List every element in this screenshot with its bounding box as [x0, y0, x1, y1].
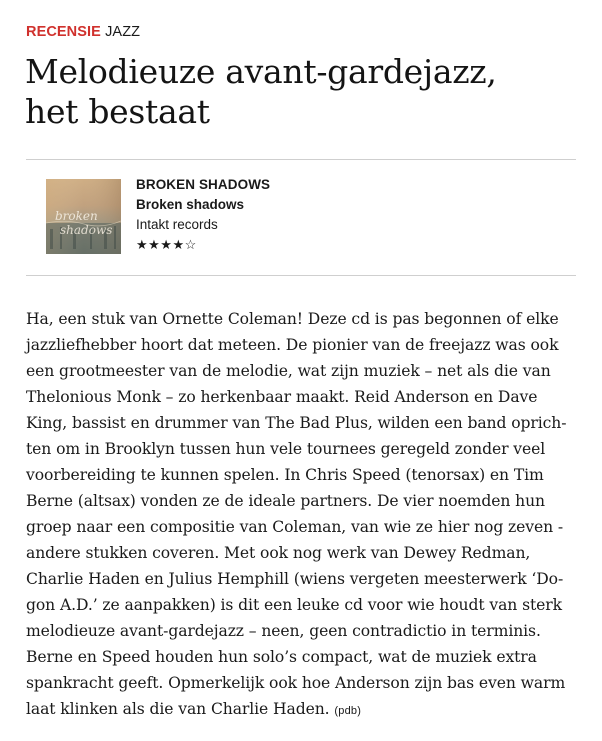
- headline-line-2: het bestaat: [25, 92, 210, 131]
- review-body: [26, 306, 586, 724]
- body-line: voorbereiding te kunnen spelen. In Chris Speed (tenorsax) en Tim: [26, 466, 544, 484]
- body-line: Berne en Speed houden hun solo’s compact, wat de muziek extra: [26, 648, 537, 666]
- album-cover: [46, 179, 121, 254]
- body-line: andere stukken coveren. Met ook nog werk van Dewey Redman,: [26, 544, 531, 562]
- album-artist: BROKEN SHADOWS: [136, 177, 271, 192]
- body-line: Berne (altsax) vonden ze de ideale partners. De vier noemden hun: [26, 492, 545, 510]
- kicker-label: RECENSIE: [26, 24, 101, 40]
- record-label: Intakt records: [136, 217, 218, 232]
- body-line: groep naar een compositie van Coleman, van wie ze hier nog zeven -: [26, 518, 564, 536]
- headline-line-1: Melodieuze avant-gardejazz,: [25, 52, 497, 91]
- body-line: een grootmeester van de melodie, wat zijn muziek – net als die van: [26, 362, 551, 380]
- article-kicker: [26, 22, 140, 42]
- star-rating: ★★★★☆: [136, 237, 197, 252]
- album-info: [136, 175, 270, 255]
- divider-top: [26, 159, 576, 160]
- article-headline: [25, 52, 585, 132]
- body-line: melodieuze avant-gardejazz – neen, geen contradictio in terminis.: [26, 622, 541, 640]
- body-line-last: [26, 696, 586, 724]
- cover-title-line-2: shadows: [60, 223, 113, 237]
- body-line-text: laat klinken als die van Charlie Haden.: [26, 700, 330, 718]
- body-line: Charlie Haden en Julius Hemphill (wiens vergeten meesterwerk ‘Do-: [26, 570, 564, 588]
- body-line: King, bassist en drummer van The Bad Plus, wilden een band oprich-: [26, 414, 567, 432]
- body-line: spankracht geeft. Opmerkelijk ook hoe Anderson zijn bas even warm: [26, 674, 566, 692]
- body-line: ten om in Brooklyn tussen hun vele tournees geregeld zonder veel: [26, 440, 546, 458]
- album-title: Broken shadows: [136, 197, 245, 212]
- divider-bottom: [26, 275, 576, 276]
- cover-title-line-1: broken: [55, 209, 98, 223]
- body-line: gon A.D.’ ze aanpakken) is dit een leuke cd voor wie houdt van sterk: [26, 596, 562, 614]
- body-line: jazzliefhebber hoort dat meteen. De pionier van de freejazz was ook: [26, 336, 559, 354]
- author-initials: (pdb): [334, 705, 362, 717]
- album-cover-art: [46, 179, 121, 254]
- body-line: Thelonious Monk – zo herkenbaar maakt. Reid Anderson en Dave: [26, 388, 538, 406]
- body-line: Ha, een stuk van Ornette Coleman! Deze cd is pas begonnen of elke: [26, 310, 559, 328]
- kicker-section: JAZZ: [105, 24, 141, 40]
